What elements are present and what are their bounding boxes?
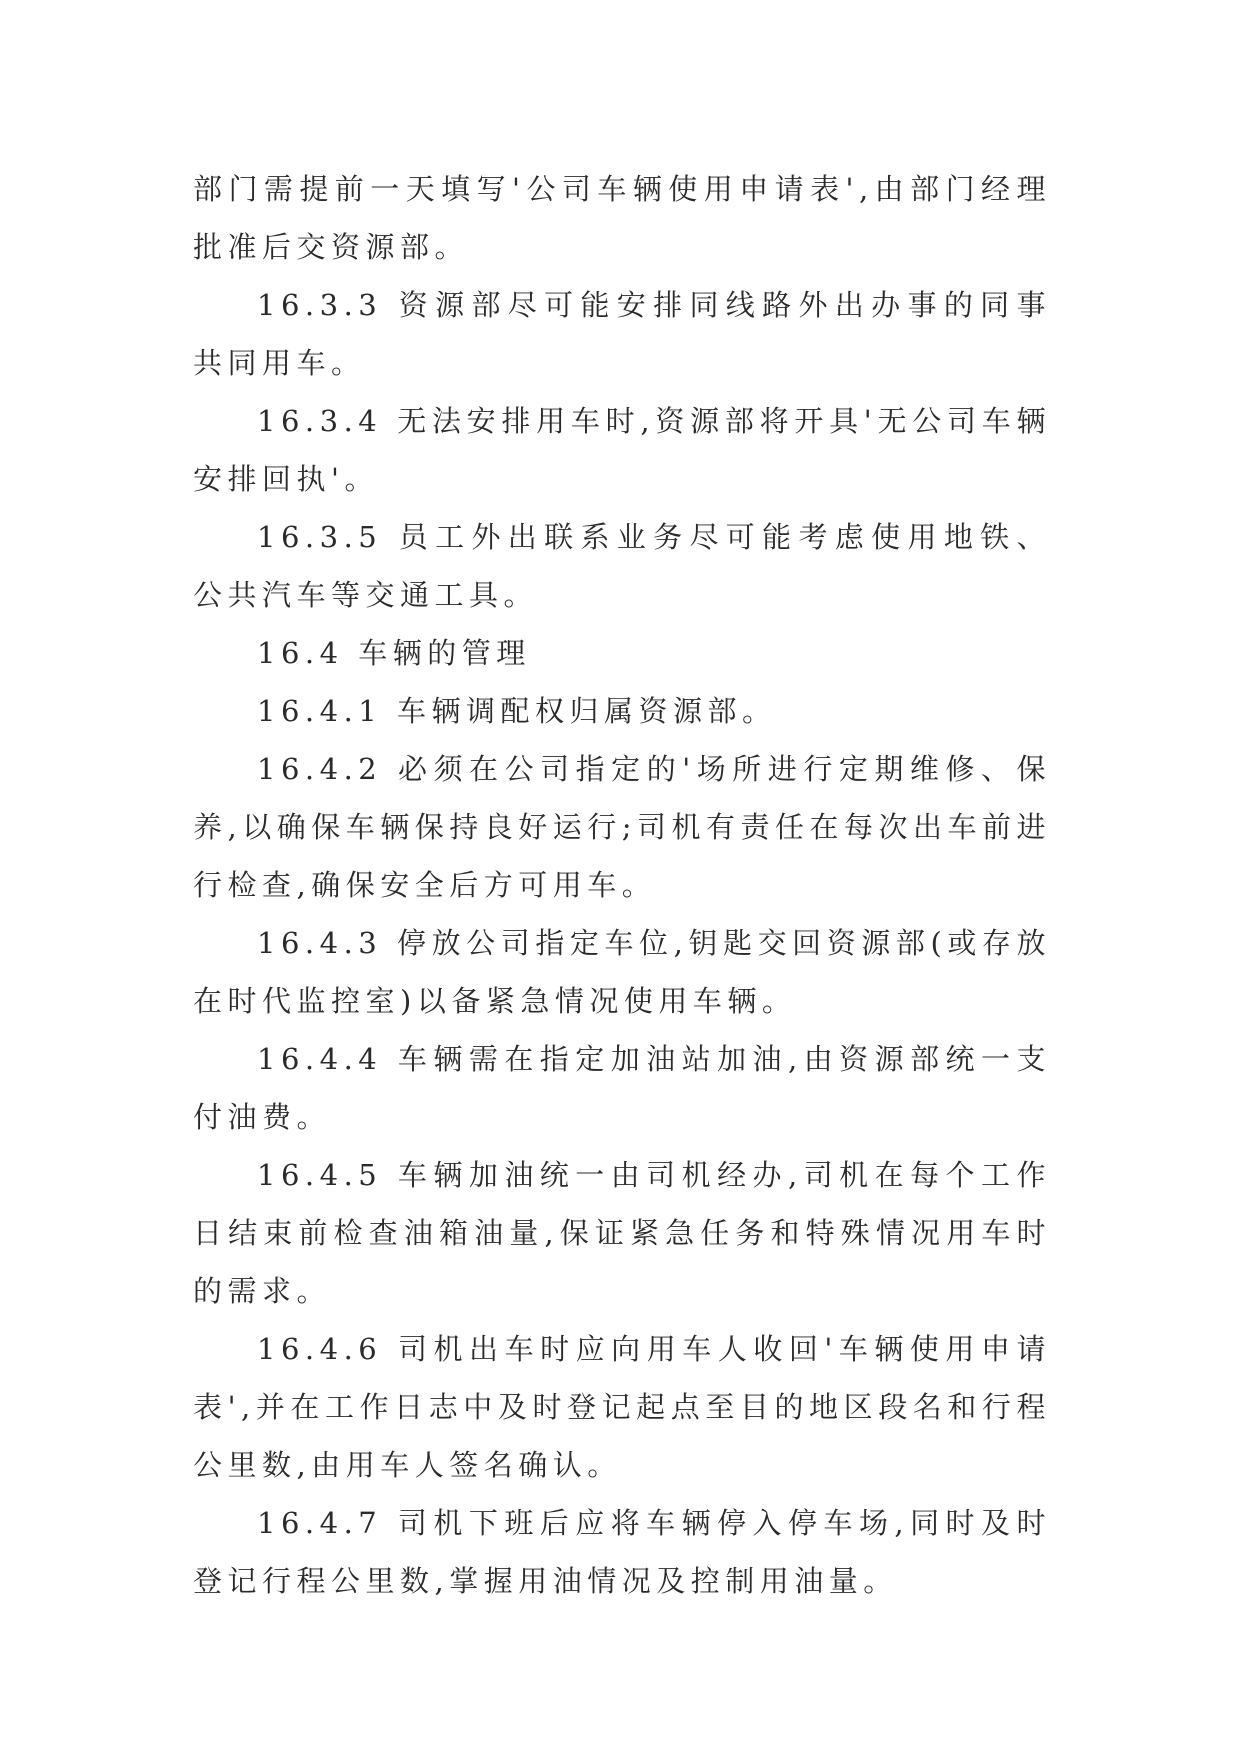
paragraph-16-3-5: 16.3.5 员工外出联系业务尽可能考虑使用地铁、公共汽车等交通工具。 [193, 520, 1051, 612]
paragraph-16-4-7: 16.4.7 司机下班后应将车辆停入停车场,同时及时登记行程公里数,掌握用油情况及控制用油量。 [193, 1506, 1051, 1598]
document-body [193, 160, 1051, 1610]
paragraph-16-4-4: 16.4.4 车辆需在指定加油站加油,由资源部统一支付油费。 [193, 1042, 1051, 1134]
paragraph-16-3-3: 16.3.3 资源部尽可能安排同线路外出办事的同事共同用车。 [193, 288, 1051, 380]
paragraph-16-4-6: 16.4.6 司机出车时应向用车人收回'车辆使用申请表',并在工作日志中及时登记起点至目的地区段名和行程公里数,由用车人签名确认。 [193, 1332, 1051, 1482]
paragraph-16-4-1: 16.4.1 车辆调配权归属资源部。 [257, 694, 777, 728]
paragraph-16-4-3: 16.4.3 停放公司指定车位,钥匙交回资源部(或存放在时代监控室)以备紧急情况使用车辆。 [193, 926, 1051, 1018]
paragraph-continuation: 部门需提前一天填写'公司车辆使用申请表',由部门经理批准后交资源部。 [193, 172, 1051, 264]
paragraph-16-3-4: 16.3.4 无法安排用车时,资源部将开具'无公司车辆安排回执'。 [193, 404, 1051, 496]
paragraph-16-4-5: 16.4.5 车辆加油统一由司机经办,司机在每个工作日结束前检查油箱油量,保证紧急任务和特殊情况用车时的需求。 [193, 1158, 1051, 1308]
paragraph-16-4-2: 16.4.2 必须在公司指定的'场所进行定期维修、保养,以确保车辆保持良好运行;司机有责任在每次出车前进行检查,确保安全后方可用车。 [193, 752, 1051, 902]
section-heading-16-4: 16.4 车辆的管理 [257, 636, 531, 670]
